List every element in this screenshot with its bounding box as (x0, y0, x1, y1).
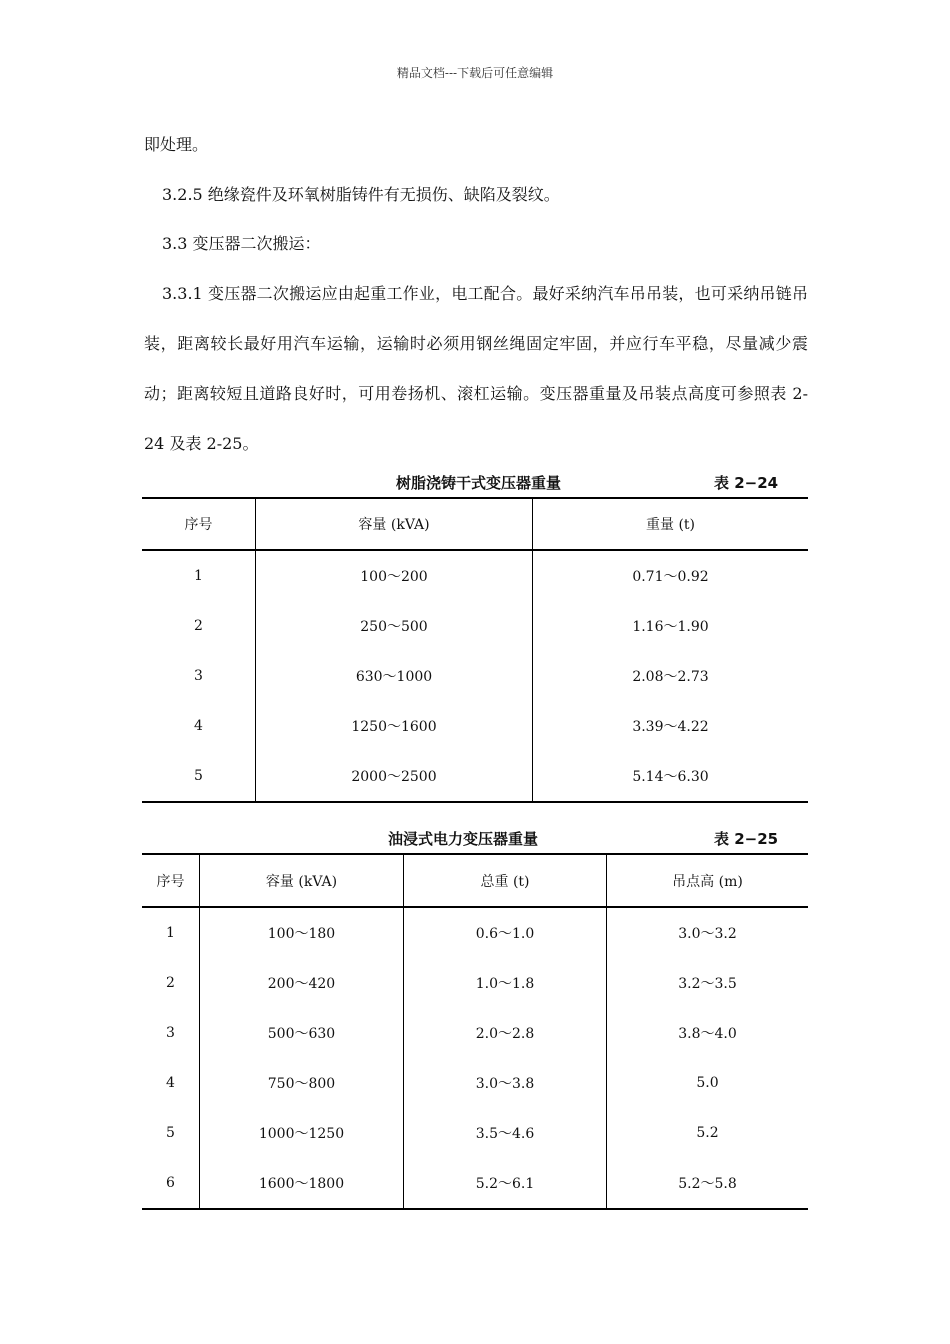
table-cell: 4 (142, 1058, 200, 1108)
table-cell: 1600～1800 (200, 1158, 404, 1209)
table-cell: 1.0～1.8 (404, 958, 607, 1008)
table-cell: 3.2～3.5 (678, 976, 737, 992)
table-oil-transformer-weight (142, 853, 808, 1210)
table-cell: 5.0 (696, 1075, 719, 1091)
table-cell: 3.8～4.0 (678, 1026, 737, 1042)
table-cell: 5 (142, 751, 256, 802)
table-row (142, 958, 808, 1008)
paragraph-3-2-5: 3.2.5 绝缘瓷件及环氧树脂铸件有无损伤、缺陷及裂纹。 (162, 185, 560, 204)
table-cell: 5 (142, 1108, 200, 1158)
table-dry-transformer-weight (142, 497, 808, 803)
table-row (142, 601, 808, 651)
table-cell: 2000～2500 (256, 751, 533, 802)
table-cell: 0.6～1.0 (404, 907, 607, 958)
table-row (142, 907, 808, 958)
table-cell: 2.08～2.73 (632, 669, 709, 685)
paragraph-continuation: 即处理。 (144, 135, 209, 154)
table-cell: 3 (142, 651, 256, 701)
table-cell: 100～180 (200, 907, 404, 958)
table-row (142, 550, 808, 601)
column-header: 重量 (t) (533, 498, 809, 550)
table-cell: 200～420 (200, 958, 404, 1008)
table-header-row (142, 854, 808, 907)
table-row (142, 751, 808, 802)
table-cell: 2 (142, 601, 256, 651)
table2-title: 油浸式电力变压器重量 (388, 830, 539, 848)
table-cell: 3.0～3.2 (678, 926, 737, 942)
paragraph-3-3-1: 3.3.1 变压器二次搬运应由起重工作业，电工配合。最好采纳汽车吊吊装，也可采纳吊链吊装，距离较长最好用汽车运输，运输时必须用钢丝绳固定牢固，并应行车平稳，尽量减少震动；距离较短且道路良好时，可用卷扬机、滚杠运输。变压器重量及吊装点高度可参照表 2-24 及表 2-25。 (144, 284, 808, 453)
table-cell: 5.14～6.30 (632, 769, 709, 785)
table-cell: 630～1000 (256, 651, 533, 701)
table-header-row (142, 498, 808, 550)
column-header: 序号 (142, 854, 200, 907)
table-cell: 1 (142, 907, 200, 958)
table-cell: 1000～1250 (200, 1108, 404, 1158)
column-header: 容量 (kVA) (256, 498, 533, 550)
table-cell: 5.2～6.1 (404, 1158, 607, 1209)
table-cell: 750～800 (200, 1058, 404, 1108)
table-cell: 3.0～3.8 (404, 1058, 607, 1108)
table2-number: 表 2−25 (714, 830, 779, 848)
table-cell: 4 (142, 701, 256, 751)
table-cell: 5.2～5.8 (678, 1176, 737, 1192)
table-cell: 3.39～4.22 (632, 719, 709, 735)
page-header: 精品文档---下载后可任意编辑 (396, 66, 554, 80)
table-cell: 500～630 (200, 1008, 404, 1058)
table-cell: 100～200 (256, 550, 533, 601)
table-row (142, 1058, 808, 1108)
table-row (142, 1158, 808, 1209)
table-cell: 3.5～4.6 (404, 1108, 607, 1158)
section-heading-3-3: 3.3 变压器二次搬运： (162, 234, 321, 253)
table-cell: 0.71～0.92 (632, 569, 709, 585)
table-cell: 6 (142, 1158, 200, 1209)
table-cell: 1250～1600 (256, 701, 533, 751)
table1-number: 表 2−24 (714, 474, 779, 492)
table-cell: 2 (142, 958, 200, 1008)
table-row (142, 1008, 808, 1058)
table-cell: 1 (142, 550, 256, 601)
table-cell: 1.16～1.90 (632, 619, 709, 635)
column-header: 容量 (kVA) (200, 854, 404, 907)
column-header: 序号 (142, 498, 256, 550)
column-header: 吊点高 (m) (607, 854, 809, 907)
table-row (142, 701, 808, 751)
table-cell: 3 (142, 1008, 200, 1058)
table-cell: 2.0～2.8 (404, 1008, 607, 1058)
table1-title: 树脂浇铸干式变压器重量 (396, 474, 562, 492)
table-cell: 5.2 (696, 1125, 719, 1141)
table-cell: 250～500 (256, 601, 533, 651)
table-row (142, 651, 808, 701)
column-header: 总重 (t) (404, 854, 607, 907)
table-row (142, 1108, 808, 1158)
